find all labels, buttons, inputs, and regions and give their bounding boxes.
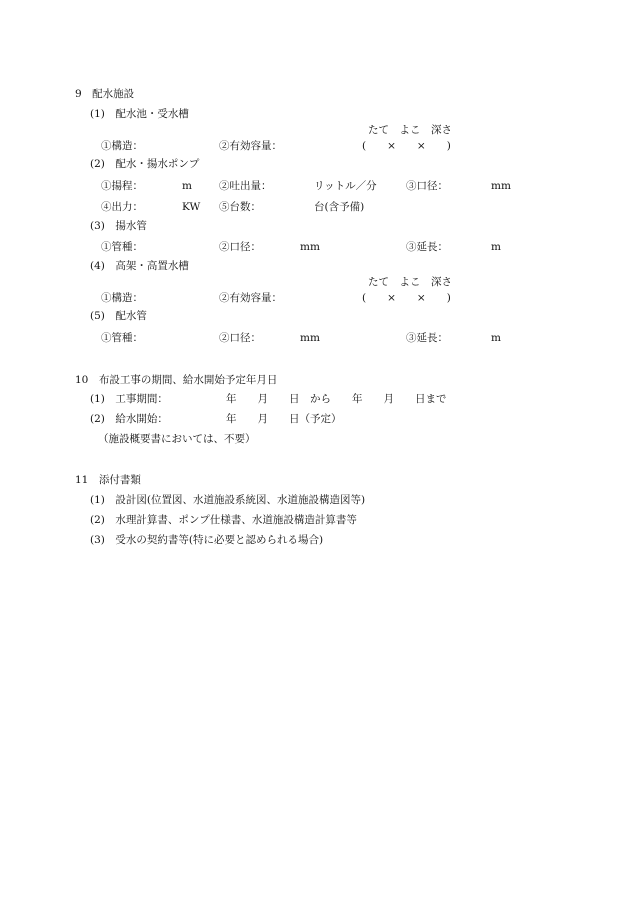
supply-start-date: 年 月 日（予定） [226, 413, 342, 425]
item-4-dims-paren: ( × × ) [362, 292, 451, 304]
item-4-capacity-label: ②有効容量： [219, 292, 282, 304]
attachment-item-3: (3) 受水の契約書等(特に必要と認められる場合) [90, 534, 324, 546]
pipe3-length-unit: m [491, 241, 501, 253]
pump-output-label: ④出力： [101, 201, 143, 213]
section-11-title: 11 添付書類 [75, 474, 141, 486]
item-1-dims-paren: ( × × ) [362, 140, 451, 152]
pump-discharge-unit: リットル／分 [314, 180, 377, 192]
pipe5-bore-label: ②口径： [219, 332, 261, 344]
pump-output-unit: KW [182, 201, 201, 213]
item-5-heading: (5) 配水管 [90, 310, 147, 322]
pump-count-label: ⑤台数： [219, 201, 261, 213]
attachment-item-2: (2) 水理計算書、ポンプ仕様書、水道施設構造計算書等 [90, 514, 357, 526]
pump-bore-unit: mm [491, 180, 511, 192]
pipe5-length-unit: m [491, 332, 501, 344]
pipe3-kind-label: ①管種： [101, 241, 143, 253]
item-4-dims-label: たて よこ 深さ [368, 276, 452, 288]
item-3-heading: (3) 揚水管 [90, 220, 147, 232]
supply-start-label: (2) 給水開始： [90, 413, 168, 425]
pipe3-bore-label: ②口径： [219, 241, 261, 253]
pump-discharge-label: ②吐出量： [219, 180, 272, 192]
item-1-capacity-label: ②有効容量： [219, 140, 282, 152]
item-1-heading: (1) 配水池・受水槽 [90, 108, 189, 120]
section-10-note: （施設概要書においては、不要） [98, 433, 256, 445]
pipe5-bore-unit: mm [300, 332, 320, 344]
pump-count-unit: 台(含予備) [314, 201, 365, 213]
pipe5-length-label: ③延長： [406, 332, 448, 344]
section-10-title: 10 布設工事の期間、給水開始予定年月日 [75, 374, 278, 386]
pipe3-length-label: ③延長： [406, 241, 448, 253]
pump-head-label: ①揚程： [101, 180, 143, 192]
item-1-structure-label: ①構造： [101, 140, 143, 152]
item-1-dims-label: たて よこ 深さ [368, 124, 452, 136]
pump-head-unit: m [182, 180, 192, 192]
construction-period-label: (1) 工事期間： [90, 393, 168, 405]
pump-bore-label: ③口径： [406, 180, 448, 192]
section-9-title: 9 配水施設 [75, 88, 135, 100]
pipe3-bore-unit: mm [300, 241, 320, 253]
attachment-item-1: (1) 設計図(位置図、水道施設系統図、水道施設構造図等) [90, 494, 366, 506]
construction-period-dates: 年 月 日 から 年 月 日まで [226, 393, 447, 405]
item-4-structure-label: ①構造： [101, 292, 143, 304]
pipe5-kind-label: ①管種： [101, 332, 143, 344]
item-2-heading: (2) 配水・揚水ポンプ [90, 158, 200, 170]
item-4-heading: (4) 高架・高置水槽 [90, 260, 189, 272]
